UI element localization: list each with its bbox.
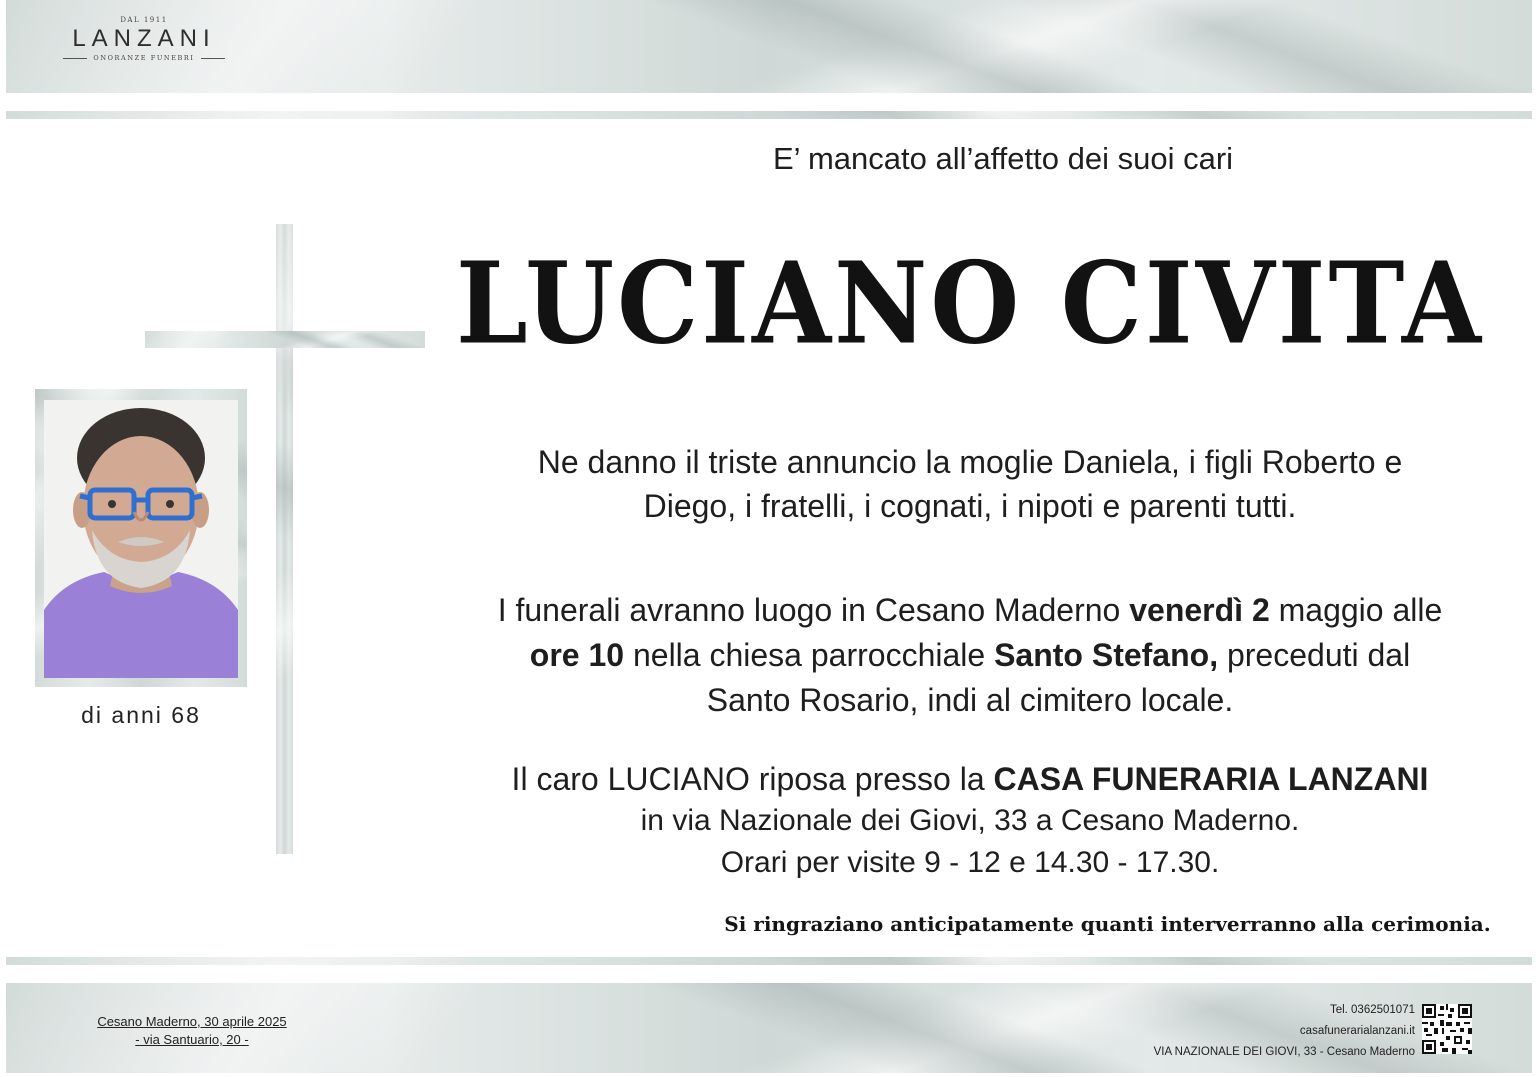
funeral-home-logo — [44, 16, 244, 62]
footer-contact-block — [1090, 1000, 1415, 1063]
funeral-text-2d: preceduti dal — [1218, 637, 1411, 673]
portrait-illustration — [44, 400, 238, 678]
deceased-name: LUCIANO CIVITA — [456, 238, 1484, 370]
portrait-frame — [35, 389, 247, 687]
funeral-time: ore 10 — [529, 637, 625, 673]
footer-company-address: VIA NAZIONALE DEI GIOVI, 33 - Cesano Maderno — [1153, 1046, 1415, 1058]
deceased-age: di anni 68 — [81, 702, 201, 728]
footer-address: - via Santuario, 20 - — [135, 1032, 249, 1047]
footer-divider-strip — [6, 957, 1532, 965]
intro-line: E’ mancato all’affetto dei suoi cari — [772, 141, 1234, 176]
logo-rule-left — [63, 58, 87, 59]
funeral-paragraph — [420, 588, 1520, 723]
funeral-line-3: Santo Rosario, indi al cimitero locale. — [706, 682, 1234, 718]
deceased-portrait — [44, 400, 238, 678]
funeral-text-2b: nella chiesa parrocchiale — [624, 637, 995, 673]
qr-code-icon[interactable] — [1422, 1004, 1472, 1054]
header-divider-strip — [6, 111, 1532, 119]
logo-subtitle: ONORANZE FUNEBRI — [93, 54, 195, 62]
funeral-church: Santo Stefano, — [994, 637, 1219, 673]
footer-telephone: Tel. 0362501071 — [1329, 1004, 1415, 1016]
resting-line-3: Orari per visite 9 - 12 e 14.30 - 17.30. — [720, 846, 1220, 879]
funeral-text-1c: maggio alle — [1269, 592, 1443, 628]
announcement-line-2: Diego, i fratelli, i cognati, i nipoti e parenti tutti. — [643, 488, 1297, 524]
funeral-day: venerdì 2 — [1129, 592, 1270, 628]
announcement-paragraph — [420, 440, 1520, 528]
resting-place: CASA FUNERARIA LANZANI — [993, 761, 1429, 797]
resting-line-1 — [420, 758, 1520, 800]
footer-place-date: Cesano Maderno, 30 aprile 2025 — [97, 1014, 287, 1029]
footer-website[interactable]: casafunerarialanzani.it — [1299, 1025, 1415, 1037]
funeral-line-1 — [420, 588, 1520, 633]
logo-subtitle-row — [44, 54, 244, 62]
footer-place-date-block — [78, 1013, 306, 1049]
logo-name: LANZANI — [72, 25, 216, 52]
resting-line-2: in via Nazionale dei Giovi, 33 a Cesano Maderno. — [640, 804, 1300, 837]
announcement-line-1: Ne danno il triste annuncio la moglie Daniela, i figli Roberto e — [537, 444, 1403, 480]
resting-text-1a: Il caro LUCIANO riposa presso la — [511, 761, 994, 797]
funeral-text-1a: I funerali avranno luogo in Cesano Maderno — [497, 592, 1130, 628]
resting-paragraph — [420, 758, 1520, 884]
cross-vertical-beam — [276, 224, 293, 854]
funeral-line-2 — [420, 633, 1520, 678]
logo-rule-right — [201, 58, 225, 59]
thanks-line: Si ringraziano anticipatamente quanti interverranno alla cerimonia. — [724, 912, 1491, 936]
logo-established: DAL 1911 — [120, 16, 168, 24]
cross-horizontal-beam — [145, 331, 425, 348]
